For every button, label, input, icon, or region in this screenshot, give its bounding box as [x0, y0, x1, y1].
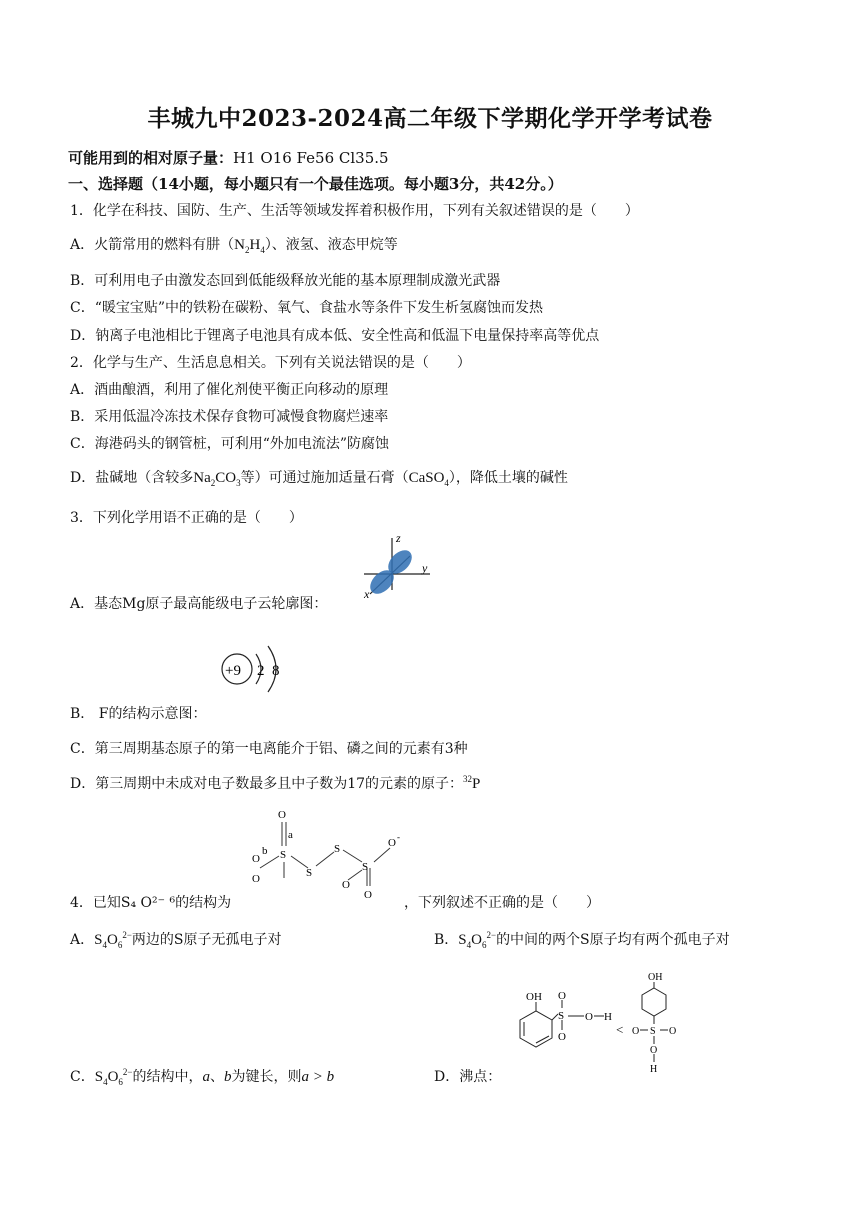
- q1-a-post: ）、液氢、液态甲烷等: [264, 237, 398, 253]
- q2-option-c: C．海港码头的钢管桩，可利用“外加电流法”防腐蚀: [70, 436, 390, 452]
- q4-b-label: B．: [434, 932, 459, 948]
- s4o6-bond-b: b: [262, 845, 268, 857]
- n2h4-formula: $N_2H_4$: [234, 237, 265, 255]
- q3-option-c: C．第三周期基态原子的第一电离能介于铝、磷之间的元素有3种: [70, 741, 468, 757]
- p32-mass: 32: [463, 774, 473, 784]
- q3-stem: 3．下列化学用语不正确的是（ ）: [70, 510, 303, 526]
- q4-b-text: 的中间的两个S原子均有两个孤电子对: [496, 932, 730, 948]
- q4-option-c: C．$S_4O_6^{2-}$的结构中，a、b为键长，则a > b: [70, 1067, 335, 1087]
- p32-isotope: [463, 776, 480, 792]
- q2-option-a: A．酒曲酿酒，利用了催化剂使平衡正向移动的原理: [70, 382, 389, 398]
- atomic-mass-line: [68, 147, 389, 168]
- s4o6-s-1: S: [280, 849, 287, 861]
- s4o6-o-left: O: [252, 853, 260, 865]
- q3-option-b: B． F的结构示意图：: [70, 706, 207, 722]
- caso4-formula: CaSO$_4$: [408, 470, 449, 488]
- q2-d-post: ），降低土壤的碱性: [448, 470, 568, 486]
- left-h: H: [604, 1011, 612, 1023]
- atomic-mass-label: 可能用到的相对原子量：: [68, 149, 234, 167]
- s4o6-formula-a: $S_4O_6^{2-}$: [94, 930, 132, 950]
- q1-option-a: [70, 234, 398, 255]
- s4o6-bond-a: a: [288, 829, 293, 841]
- s4o6-structure-figure: [244, 806, 404, 902]
- q2-d-pre: D．盐碱地（含较多: [70, 470, 194, 486]
- q4-c-text1: 的结构中，: [132, 1069, 203, 1085]
- s4o6-s-4: S: [362, 861, 369, 873]
- q2-d-mid: 等）可通过施加适量石膏（: [240, 470, 409, 486]
- salicylsulfonic-figure: [500, 990, 626, 1060]
- s4o6-o-bottom-left: O: [252, 873, 260, 885]
- q4-c-ab: a: [202, 1069, 210, 1085]
- q1-option-c: C．“暖宝宝贴”中的铁粉在碳粉、氧气、食盐水等条件下发生析氢腐蚀而发热: [70, 300, 544, 316]
- q1-a-pre: A．火箭常用的燃料有肼（: [70, 237, 235, 253]
- q3-option-a: A．基态Mg原子最高能级电子云轮廓图：: [70, 596, 328, 612]
- orbital-axis-x: x: [364, 587, 370, 601]
- f-nucleus: +9: [225, 663, 241, 679]
- q4-option-a: [70, 929, 281, 950]
- q4-c-inequality: a > b: [301, 1069, 335, 1085]
- p-orbital-figure: [358, 530, 438, 602]
- atomic-mass-values: H1 O16 Fe56 Cl35.5: [233, 149, 389, 167]
- na2co3-formula: $Na_2CO_3$: [193, 470, 241, 488]
- left-s: S: [558, 1010, 565, 1022]
- q4-stem-pre: 4．已知S₄ O²⁻ ⁶的结构为: [70, 895, 232, 911]
- s4o6-s-3: S: [334, 843, 341, 855]
- q4-a-text: 两边的S原子无孤电子对: [131, 932, 282, 948]
- q1-option-d: D．钠离子电池相比于锂离子电池具有成本低、安全性高和低温下电量保持率高等优点: [70, 328, 600, 344]
- q2-option-b: B．采用低温冷冻技术保存食物可减慢食物腐烂速率: [70, 409, 389, 425]
- orbital-axis-z: z: [396, 531, 401, 545]
- right-h: H: [650, 1064, 658, 1075]
- right-s: S: [650, 1026, 656, 1037]
- p32-symbol: P: [472, 776, 481, 792]
- q1-option-b: B．可利用电子由激发态回到低能级释放光能的基本原理制成激光武器: [70, 273, 501, 289]
- s4o6-charge: -: [397, 832, 400, 842]
- para-hydroxybenzenesulfonic-figure: [628, 970, 688, 1080]
- q2-stem: 2．化学与生产、生活息息相关。下列有关说法错误的是（ ）: [70, 355, 471, 371]
- left-o-h: O: [585, 1011, 593, 1023]
- q4-a-label: A．: [70, 932, 95, 948]
- q4-c-b: b: [223, 1069, 232, 1085]
- s4o6-o-lower: O: [342, 879, 350, 891]
- page-title: 丰城九中2023-2024高二年级下学期化学开学考试卷: [147, 105, 713, 132]
- boiling-less-than: <: [616, 1022, 624, 1037]
- q1-stem: 1．化学在科技、国防、生产、生活等领域发挥着积极作用，下列有关叙述错误的是（ ）: [70, 203, 639, 219]
- right-o-left: O: [632, 1026, 640, 1037]
- s4o6-formula-b: $S_4O_6^{2-}$: [458, 930, 497, 950]
- right-o-right: O: [669, 1026, 677, 1037]
- s4o6-o-bottom-right: O: [364, 889, 372, 901]
- s4o6-s-2: S: [306, 867, 313, 879]
- left-oh: OH: [526, 991, 542, 1003]
- s4o6-o-right: O: [388, 837, 396, 849]
- right-oh: OH: [648, 972, 663, 983]
- f-shell-2: 8: [272, 663, 280, 679]
- q4-c-text2: 为键长，则: [231, 1069, 302, 1085]
- section-heading: 一、选择题（14小题，每小题只有一个最佳选项。每小题3分，共42分。）: [68, 175, 563, 193]
- left-o-bottom: O: [558, 1031, 566, 1043]
- q3-d-text: D．第三周期中未成对电子数最多且中子数为17的元素的原子：: [70, 776, 464, 792]
- fluorine-structure-figure: [212, 630, 302, 700]
- q4-c-label: C．: [70, 1069, 95, 1085]
- s4o6-formula-c: $S_4O_6^{2-}$: [94, 1067, 133, 1087]
- right-o-lower: O: [650, 1045, 658, 1056]
- q3-option-d: [70, 773, 480, 793]
- s4o6-o-top: O: [278, 809, 286, 821]
- q4-option-b: [434, 929, 730, 950]
- q4-option-d: D．沸点：: [434, 1069, 502, 1085]
- q2-option-d: [70, 467, 568, 488]
- orbital-axis-y: y: [422, 561, 428, 575]
- f-shell-1: 2: [257, 663, 265, 679]
- left-o-top: O: [558, 990, 566, 1002]
- q4-stem-post: ，下列叙述不正确的是（ ）: [404, 895, 600, 911]
